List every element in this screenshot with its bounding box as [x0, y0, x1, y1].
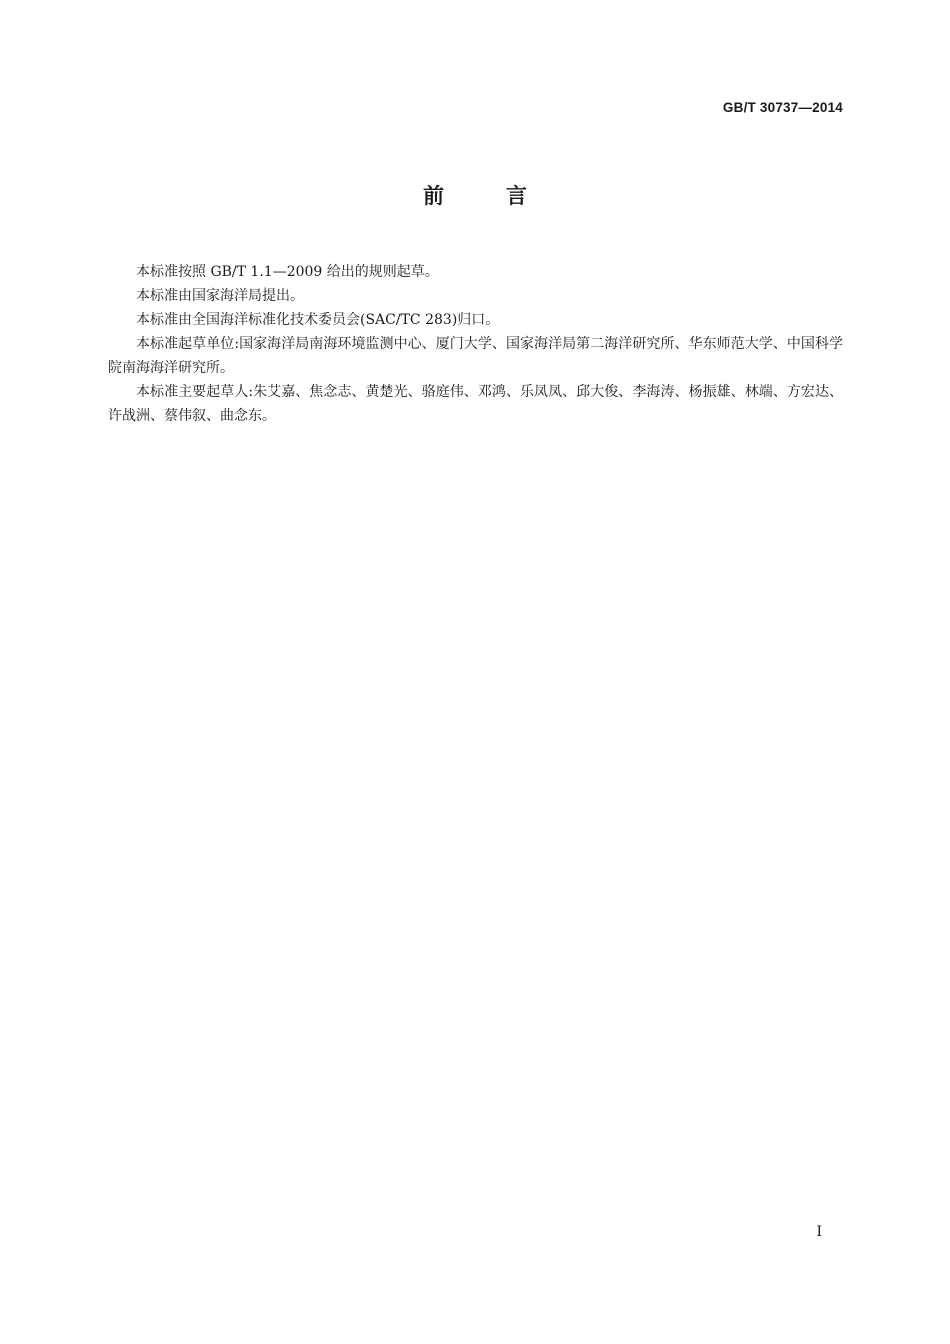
preface-body	[108, 260, 843, 428]
standard-code: GB/T 30737—2014	[722, 100, 843, 115]
paragraph-proposer: 本标准由国家海洋局提出。	[136, 288, 304, 304]
paragraph-drafting-rules: 本标准按照 GB/T 1.1—2009 给出的规则起草。	[136, 264, 439, 280]
page-number: I	[816, 1224, 822, 1240]
page-title: 前言	[423, 184, 589, 208]
paragraph-committee: 本标准由全国海洋标准化技术委员会(SAC/TC 283)归口。	[136, 312, 500, 328]
paragraph-drafters: 本标准主要起草人:朱艾嘉、焦念志、黄楚光、骆庭伟、邓鸿、乐凤凤、邱大俊、李海涛、杨振雄、林端、方宏达、许战洲、蔡伟叙、曲念东。	[108, 384, 843, 424]
paragraph-drafting-units: 本标准起草单位:国家海洋局南海环境监测中心、厦门大学、国家海洋局第二海洋研究所、华东师范大学、中国科学院南海海洋研究所。	[108, 336, 843, 376]
